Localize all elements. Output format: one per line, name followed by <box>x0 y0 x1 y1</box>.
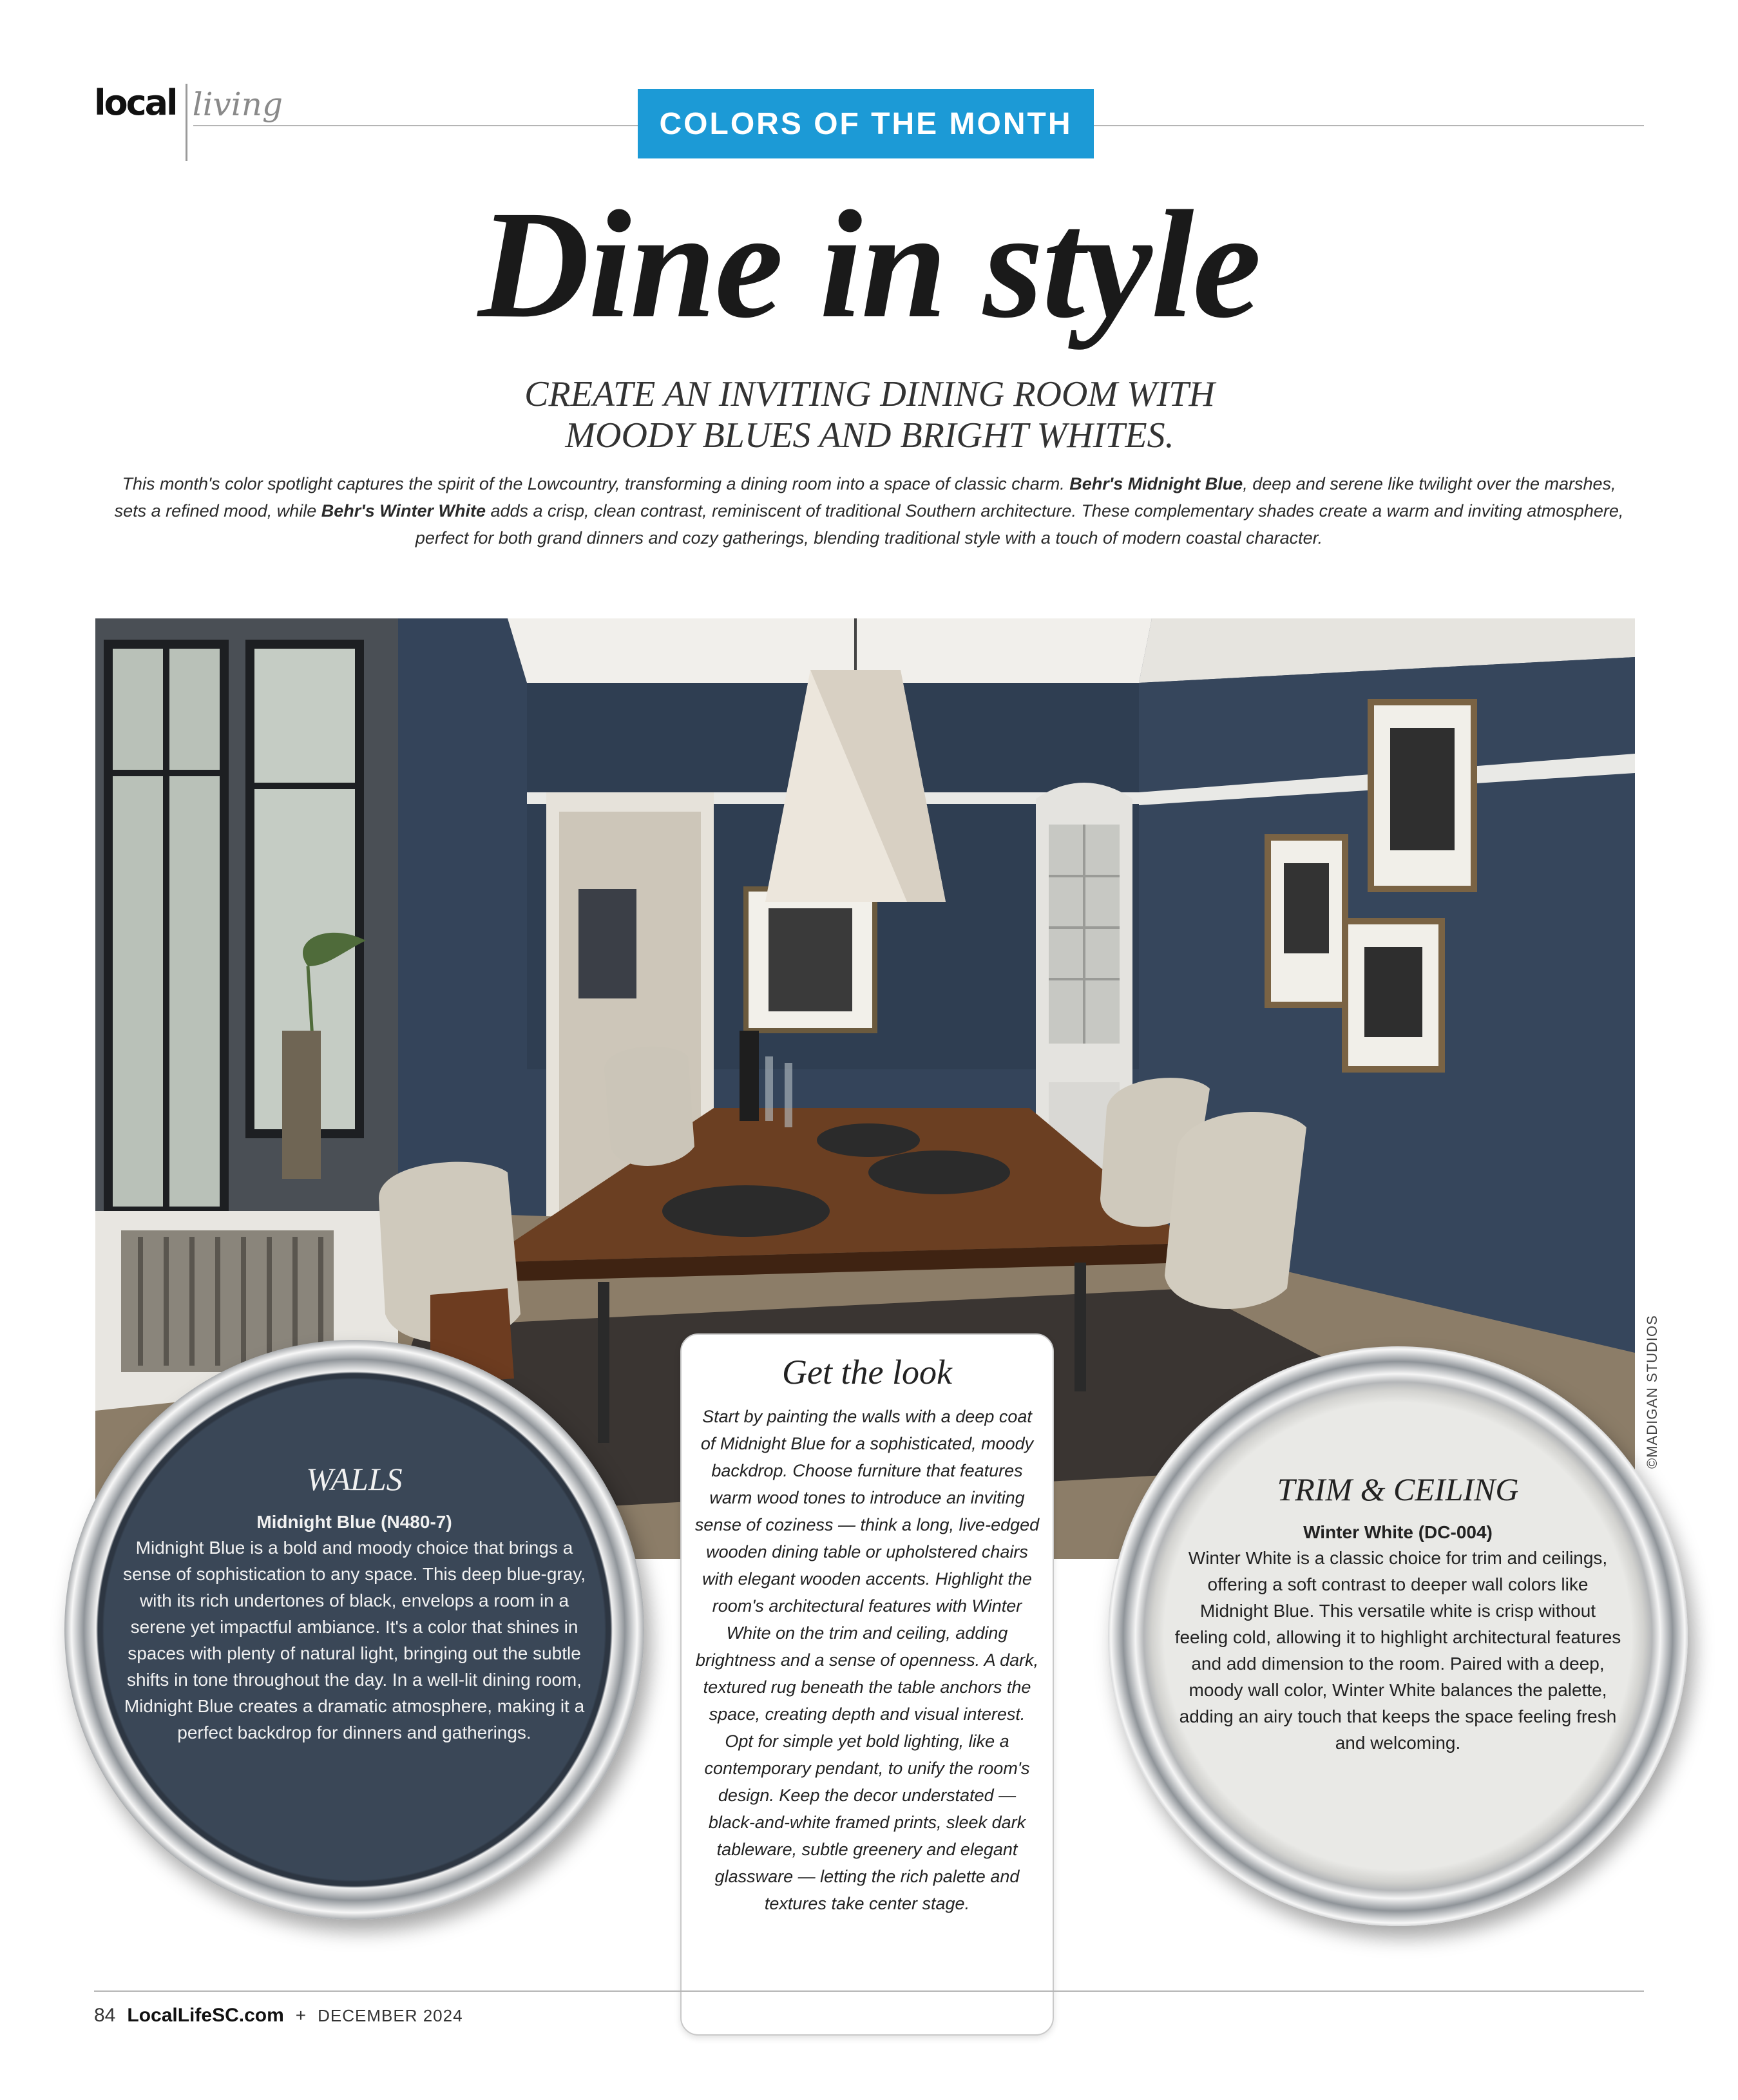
trim-color-name: Winter White (DC-004) <box>1303 1522 1493 1542</box>
walls-swatch-text <box>122 1460 586 1746</box>
get-the-look-title: Get the look <box>782 1353 952 1391</box>
section-banner: COLORS OF THE MONTH <box>638 89 1094 158</box>
subtitle-line-1: CREATE AN INVITING DINING ROOM WITH <box>524 374 1215 414</box>
logo-living-text: living <box>192 86 283 123</box>
magazine-logo <box>94 84 283 161</box>
get-the-look-body: Start by painting the walls with a deep coat of Midnight Blue for a sophisticated, moody backdrop. Choose furniture that features warm wood tones to introduce an inviting sense of coziness — think a long, live-edged wooden dining table or upholstered chairs with elegant wooden accents. Highlight the room's architectural features with Winter White on the trim and ceiling, adding brightness and a sense of openness. A dark, textured rug beneath the table anchors the space, creating depth and visual interest. Opt for simple yet bold lighting, like a contemporary pendant, to unify the room's design. Keep the decor understated — black-and-white framed prints, sleek dark tableware, subtle greenery and elegant glassware — letting the rich palette and textures take center stage. <box>694 1407 1040 1913</box>
intro-bold-winter-white: Behr's Winter White <box>321 501 486 520</box>
intro-bold-midnight-blue: Behr's Midnight Blue <box>1069 474 1243 493</box>
walls-description: Midnight Blue is a bold and moody choice that brings a sense of sophistication to any space. This deep blue-gray, with its rich undertones of black, envelops a room in a serene yet impactful ambiance. It's a color that shines in spaces with plenty of natural light, bringing out the subtle shifts in tone throughout the day. In a well-lit dining room, Midnight Blue creates a dramatic atmosphere, making it a perfect backdrop for dinners and gatherings. <box>122 1538 586 1742</box>
footer-separator: + <box>295 2005 307 2025</box>
footer-rule <box>94 1990 1644 1992</box>
article-subtitle <box>322 374 1417 456</box>
subtitle-line-2: MOODY BLUES AND BRIGHT WHITES. <box>565 415 1174 455</box>
trim-swatch-text <box>1172 1470 1623 1756</box>
footer-site[interactable]: LocalLifeSC.com <box>127 2005 284 2026</box>
walls-color-name: Midnight Blue (N480-7) <box>256 1512 452 1532</box>
footer-date: DECEMBER 2024 <box>318 2006 463 2025</box>
intro-text-2: , deep and serene like twilight over the marshes, sets a refined mood, while <box>114 474 1616 520</box>
trim-heading: TRIM & CEILING <box>1277 1471 1519 1507</box>
get-the-look-card <box>680 1333 1054 2036</box>
page-footer <box>94 2005 463 2027</box>
intro-text-3: adds a crisp, clean contrast, reminiscent of traditional Southern architecture. These complementary shades create a warm and inviting atmosphere, perfect for both grand dinners and cozy gatherings, blending traditional style with a touch of modern coastal character. <box>415 501 1624 548</box>
photo-credit <box>1641 1288 1667 1482</box>
logo-local-text: local <box>94 82 177 123</box>
walls-heading: WALLS <box>306 1461 403 1497</box>
photo-credit-text: ©MADIGAN STUDIOS <box>1644 1315 1660 1469</box>
article-intro <box>110 470 1628 551</box>
article-title: Dine in style <box>478 178 1260 350</box>
logo-divider <box>186 84 187 161</box>
trim-description: Winter White is a classic choice for trim and ceilings, offering a soft contrast to deeper wall colors like Midnight Blue. This versatile white is crisp without feeling cold, allowing it to highlight architectural features and add dimension to the room. Paired with a deep, moody wall color, Winter White balances the palette, adding an airy touch that keeps the space feeling fresh and welcoming. <box>1174 1548 1621 1753</box>
intro-text-1: This month's color spotlight captures the spirit of the Lowcountry, transforming a dining room into a space of classic charm. <box>122 474 1070 493</box>
page-number: 84 <box>94 2005 116 2026</box>
